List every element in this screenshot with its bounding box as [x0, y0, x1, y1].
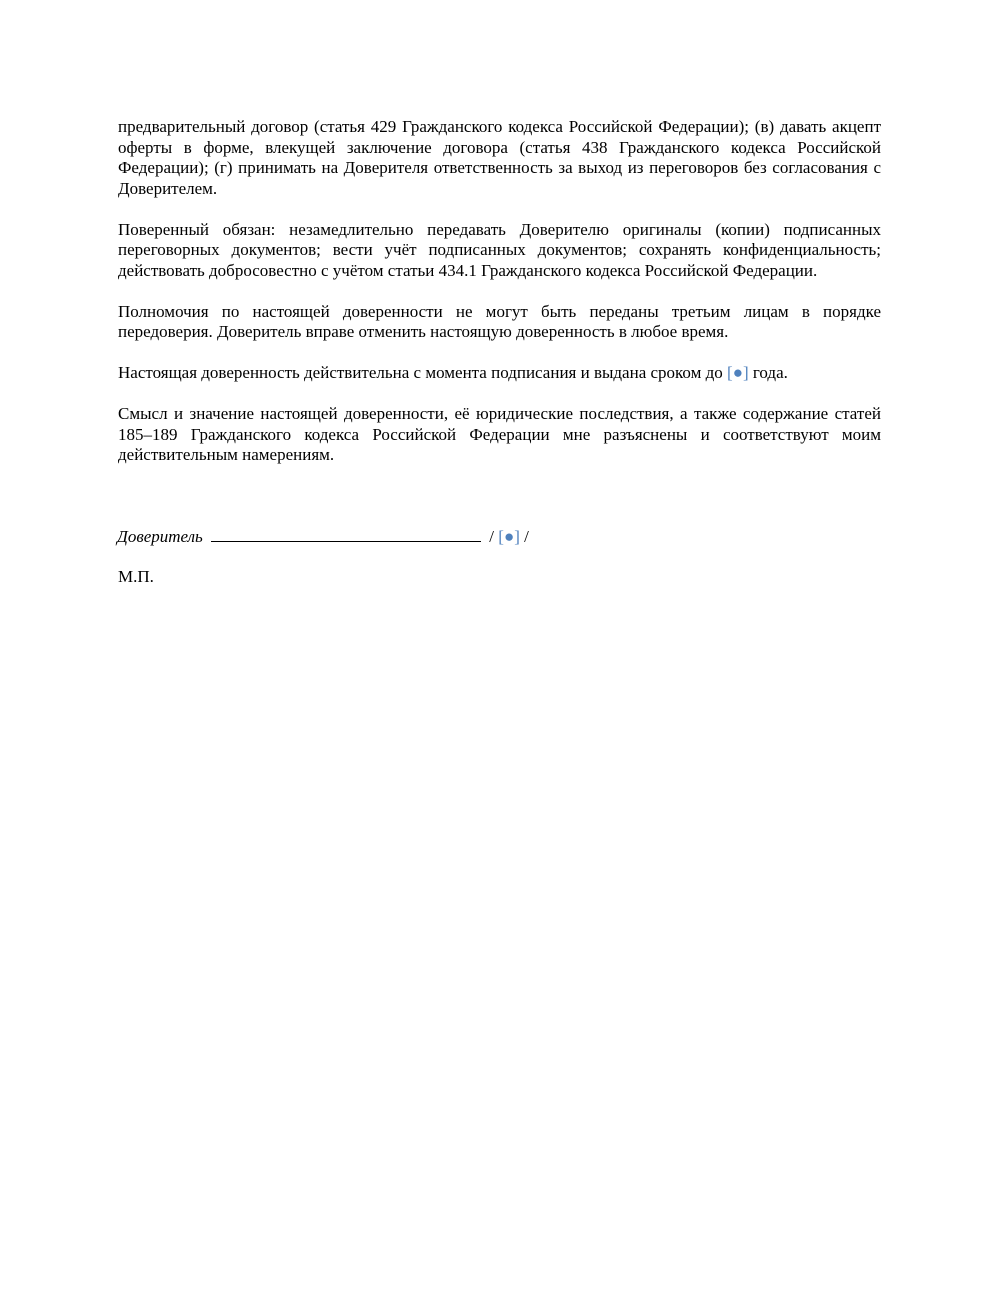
paragraph-acknowledgement: Смысл и значение настоящей доверенности, её юридические последствия, а также содержание статей 185–189 Гражданского кодекса Российской Федерации мне разъяснены и соответствуют моим действительным намерениям.: [118, 404, 881, 464]
paragraph-validity-term: [118, 363, 881, 384]
validity-text-suffix: года.: [748, 363, 788, 382]
document-body: [118, 117, 881, 466]
stamp-place-label: М.П.: [118, 567, 154, 586]
paragraph-attorney-obligations: Поверенный обязан: незамедлительно передавать Доверителю оригиналы (копии) подписанных переговорных документов; вести учёт подписанных документов; сохранять конфиденциальность; действовать добросовестно с учётом статьи 434.1 Гражданского кодекса Российской Федерации.: [118, 219, 881, 280]
paragraph-powers-continued: предварительный договор (статья 429 Гражданского кодекса Российской Федерации); (в) давать акцепт оферты в форме, влекущей заключение договора (статья 438 Гражданского кодекса Российской Федерации); (г) принимать на Доверителя ответственность за выход из переговоров без согласования с Доверителем.: [118, 117, 881, 198]
validity-date-placeholder: [●]: [727, 363, 749, 382]
paragraph-no-substitution: Полномочия по настоящей доверенности не могут быть переданы третьим лицам в порядке передоверия. Доверитель вправе отменить настоящую доверенность в любое время.: [118, 301, 881, 341]
signature-label: Доверитель: [117, 527, 203, 546]
validity-text-prefix: Настоящая доверенность действительна с момента подписания и выдана сроком до: [118, 363, 728, 382]
signature-blank: [211, 526, 481, 542]
signature-separator-close: /: [524, 527, 529, 546]
signature-line: [117, 526, 529, 547]
signature-separator-open: /: [489, 527, 495, 546]
signatory-name-placeholder: [●]: [498, 527, 520, 546]
